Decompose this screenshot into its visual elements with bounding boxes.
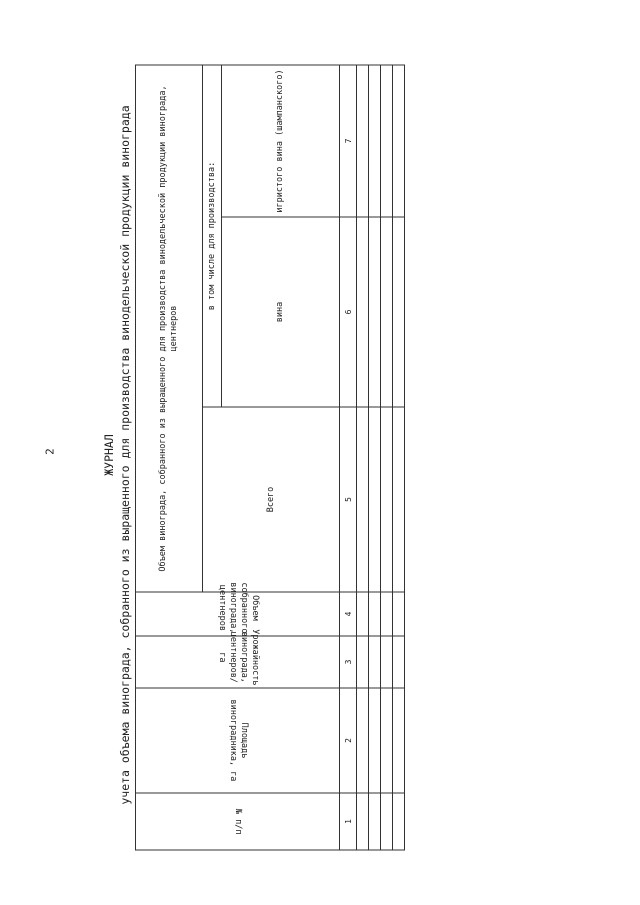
column-number: 3	[340, 636, 357, 688]
table-cell[interactable]	[393, 65, 405, 217]
table-cell[interactable]	[357, 217, 369, 407]
table-cell[interactable]	[381, 65, 393, 217]
table-cell[interactable]	[369, 793, 381, 850]
journal-title: ЖУРНАЛ	[102, 434, 116, 476]
journal-subtitle: учета объема винограда, собранного из выращенного для производства винодельческой продукции винограда	[118, 105, 132, 805]
table-row	[381, 65, 393, 850]
header-cell-wine: вина	[222, 217, 340, 407]
table-cell[interactable]	[357, 407, 369, 592]
table-cell[interactable]	[381, 592, 393, 636]
table-row	[369, 65, 381, 850]
table-row	[357, 65, 369, 850]
table-cell[interactable]	[381, 688, 393, 793]
column-number: 2	[340, 688, 357, 793]
header-cell-total: Всего	[203, 407, 340, 592]
table-cell[interactable]	[393, 592, 405, 636]
table-cell[interactable]	[357, 793, 369, 850]
journal-table-wrapper	[135, 65, 405, 850]
column-number: 7	[340, 65, 357, 217]
table-cell[interactable]	[393, 688, 405, 793]
table-cell[interactable]	[369, 407, 381, 592]
table-cell[interactable]	[369, 636, 381, 688]
header-cell-volume-group: Объем винограда, собранного из выращенного для производства винодельческой продукции винограда, центнеров	[136, 65, 203, 592]
header-cell-area: Площадь виноградника, га	[136, 688, 340, 793]
table-row	[393, 65, 405, 850]
table-cell[interactable]	[369, 592, 381, 636]
table-cell[interactable]	[357, 636, 369, 688]
header-cell-number: № п/п	[136, 793, 340, 850]
table-cell[interactable]	[357, 65, 369, 217]
page-number: 2	[43, 448, 57, 455]
column-number: 6	[340, 217, 357, 407]
table-cell[interactable]	[381, 217, 393, 407]
table-cell[interactable]	[381, 636, 393, 688]
table-cell[interactable]	[369, 65, 381, 217]
column-number: 1	[340, 793, 357, 850]
header-cell-collected-volume: Объем собранного винограда, центнеров	[136, 592, 340, 636]
table-cell[interactable]	[381, 793, 393, 850]
table-cell[interactable]	[393, 636, 405, 688]
column-number: 5	[340, 407, 357, 592]
header-cell-yield: Урожайность винограда, центнеров/га	[136, 636, 340, 688]
table-cell[interactable]	[357, 592, 369, 636]
header-row-1	[136, 65, 203, 850]
table-cell[interactable]	[393, 217, 405, 407]
journal-heading	[102, 60, 132, 850]
table-cell[interactable]	[369, 688, 381, 793]
column-number-row	[340, 65, 357, 850]
table-cell[interactable]	[393, 407, 405, 592]
header-cell-sparkling-wine: игристого вина (шампанского)	[222, 65, 340, 217]
column-number: 4	[340, 592, 357, 636]
header-cell-including-group: в том числе для производства:	[203, 65, 222, 407]
table-cell[interactable]	[393, 793, 405, 850]
table-cell[interactable]	[357, 688, 369, 793]
table-cell[interactable]	[369, 217, 381, 407]
table-cell[interactable]	[381, 407, 393, 592]
journal-table	[135, 64, 405, 850]
